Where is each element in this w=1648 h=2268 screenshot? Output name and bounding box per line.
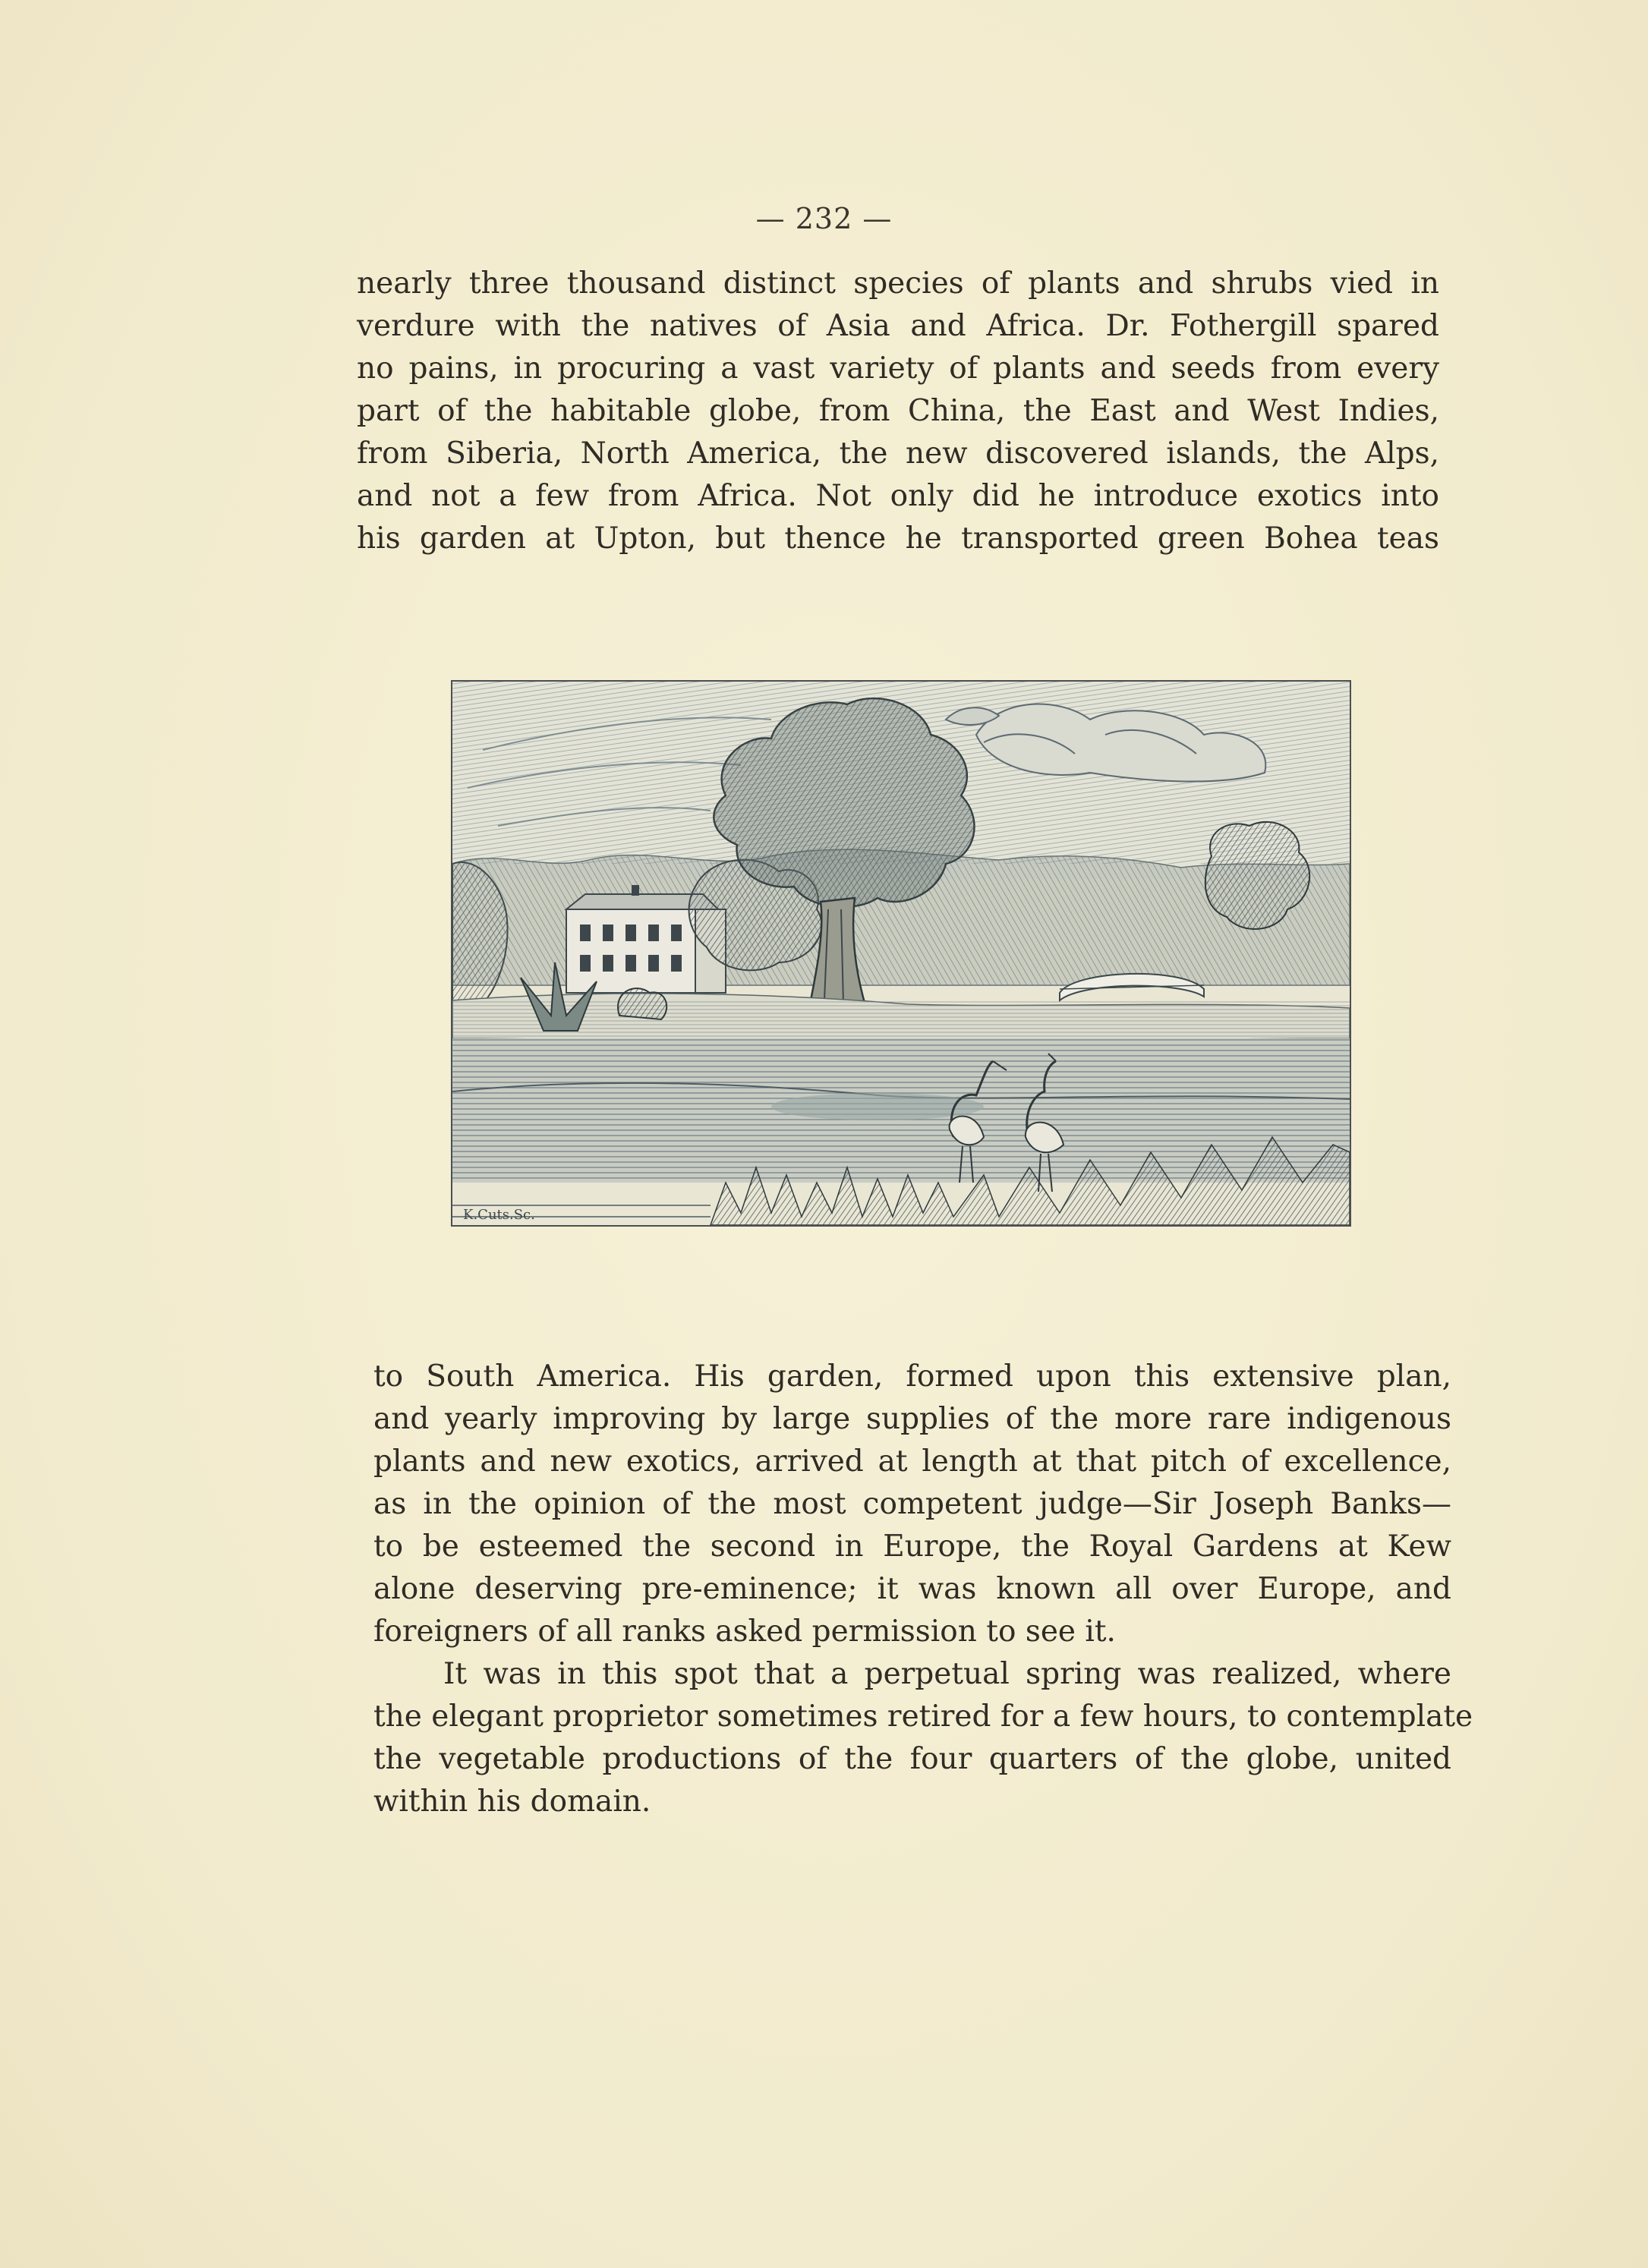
text-line: from Siberia, North America, the new discovered islands, the Alps, [357, 436, 1439, 471]
page-number: — 232 — [755, 202, 893, 235]
text-line: the elegant proprietor sometimes retired for a few hours, to contemplate [373, 1699, 1473, 1734]
text-line: no pains, in procuring a vast variety of plants and seeds from every [357, 351, 1439, 386]
text-line: to South America. His garden, formed upon this extensive plan, [373, 1359, 1451, 1394]
text-line: the vegetable productions of the four quarters of the globe, united [373, 1742, 1451, 1776]
engraving-svg [452, 682, 1350, 1225]
text-line: as in the opinion of the most competent judge—Sir Joseph Banks— [373, 1487, 1451, 1521]
text-line: alone deserving pre-eminence; it was known all over Europe, and [373, 1572, 1451, 1606]
text-line: his garden at Upton, but thence he transported green Bohea teas [357, 521, 1439, 556]
text-line: verdure with the natives of Asia and Africa. Dr. Fothergill spared [357, 309, 1439, 343]
text-line: part of the habitable globe, from China, the East and West Indies, [357, 394, 1439, 428]
engraver-signature: K.Cuts.Sc. [463, 1207, 535, 1223]
text-line: plants and new exotics, arrived at length at that pitch of excellence, [373, 1444, 1451, 1479]
text-line: nearly three thousand distinct species of plants and shrubs vied in [357, 266, 1439, 301]
text-line: It was in this spot that a perpetual spring was realized, where [443, 1657, 1451, 1691]
top-paragraph [357, 263, 1439, 560]
text-line: and not a few from Africa. Not only did he introduce exotics into [357, 479, 1439, 513]
bottom-paragraphs [373, 1356, 1473, 1823]
text-line: and yearly improving by large supplies of the more rare indigenous [373, 1402, 1451, 1436]
text-line: to be esteemed the second in Europe, the Royal Gardens at Kew [373, 1529, 1451, 1564]
text-line: foreigners of all ranks asked permission to see it. [373, 1614, 1116, 1649]
small-shrub [618, 988, 666, 1019]
engraving-garden-at-upton [451, 680, 1351, 1227]
text-line: within his domain. [373, 1784, 651, 1819]
